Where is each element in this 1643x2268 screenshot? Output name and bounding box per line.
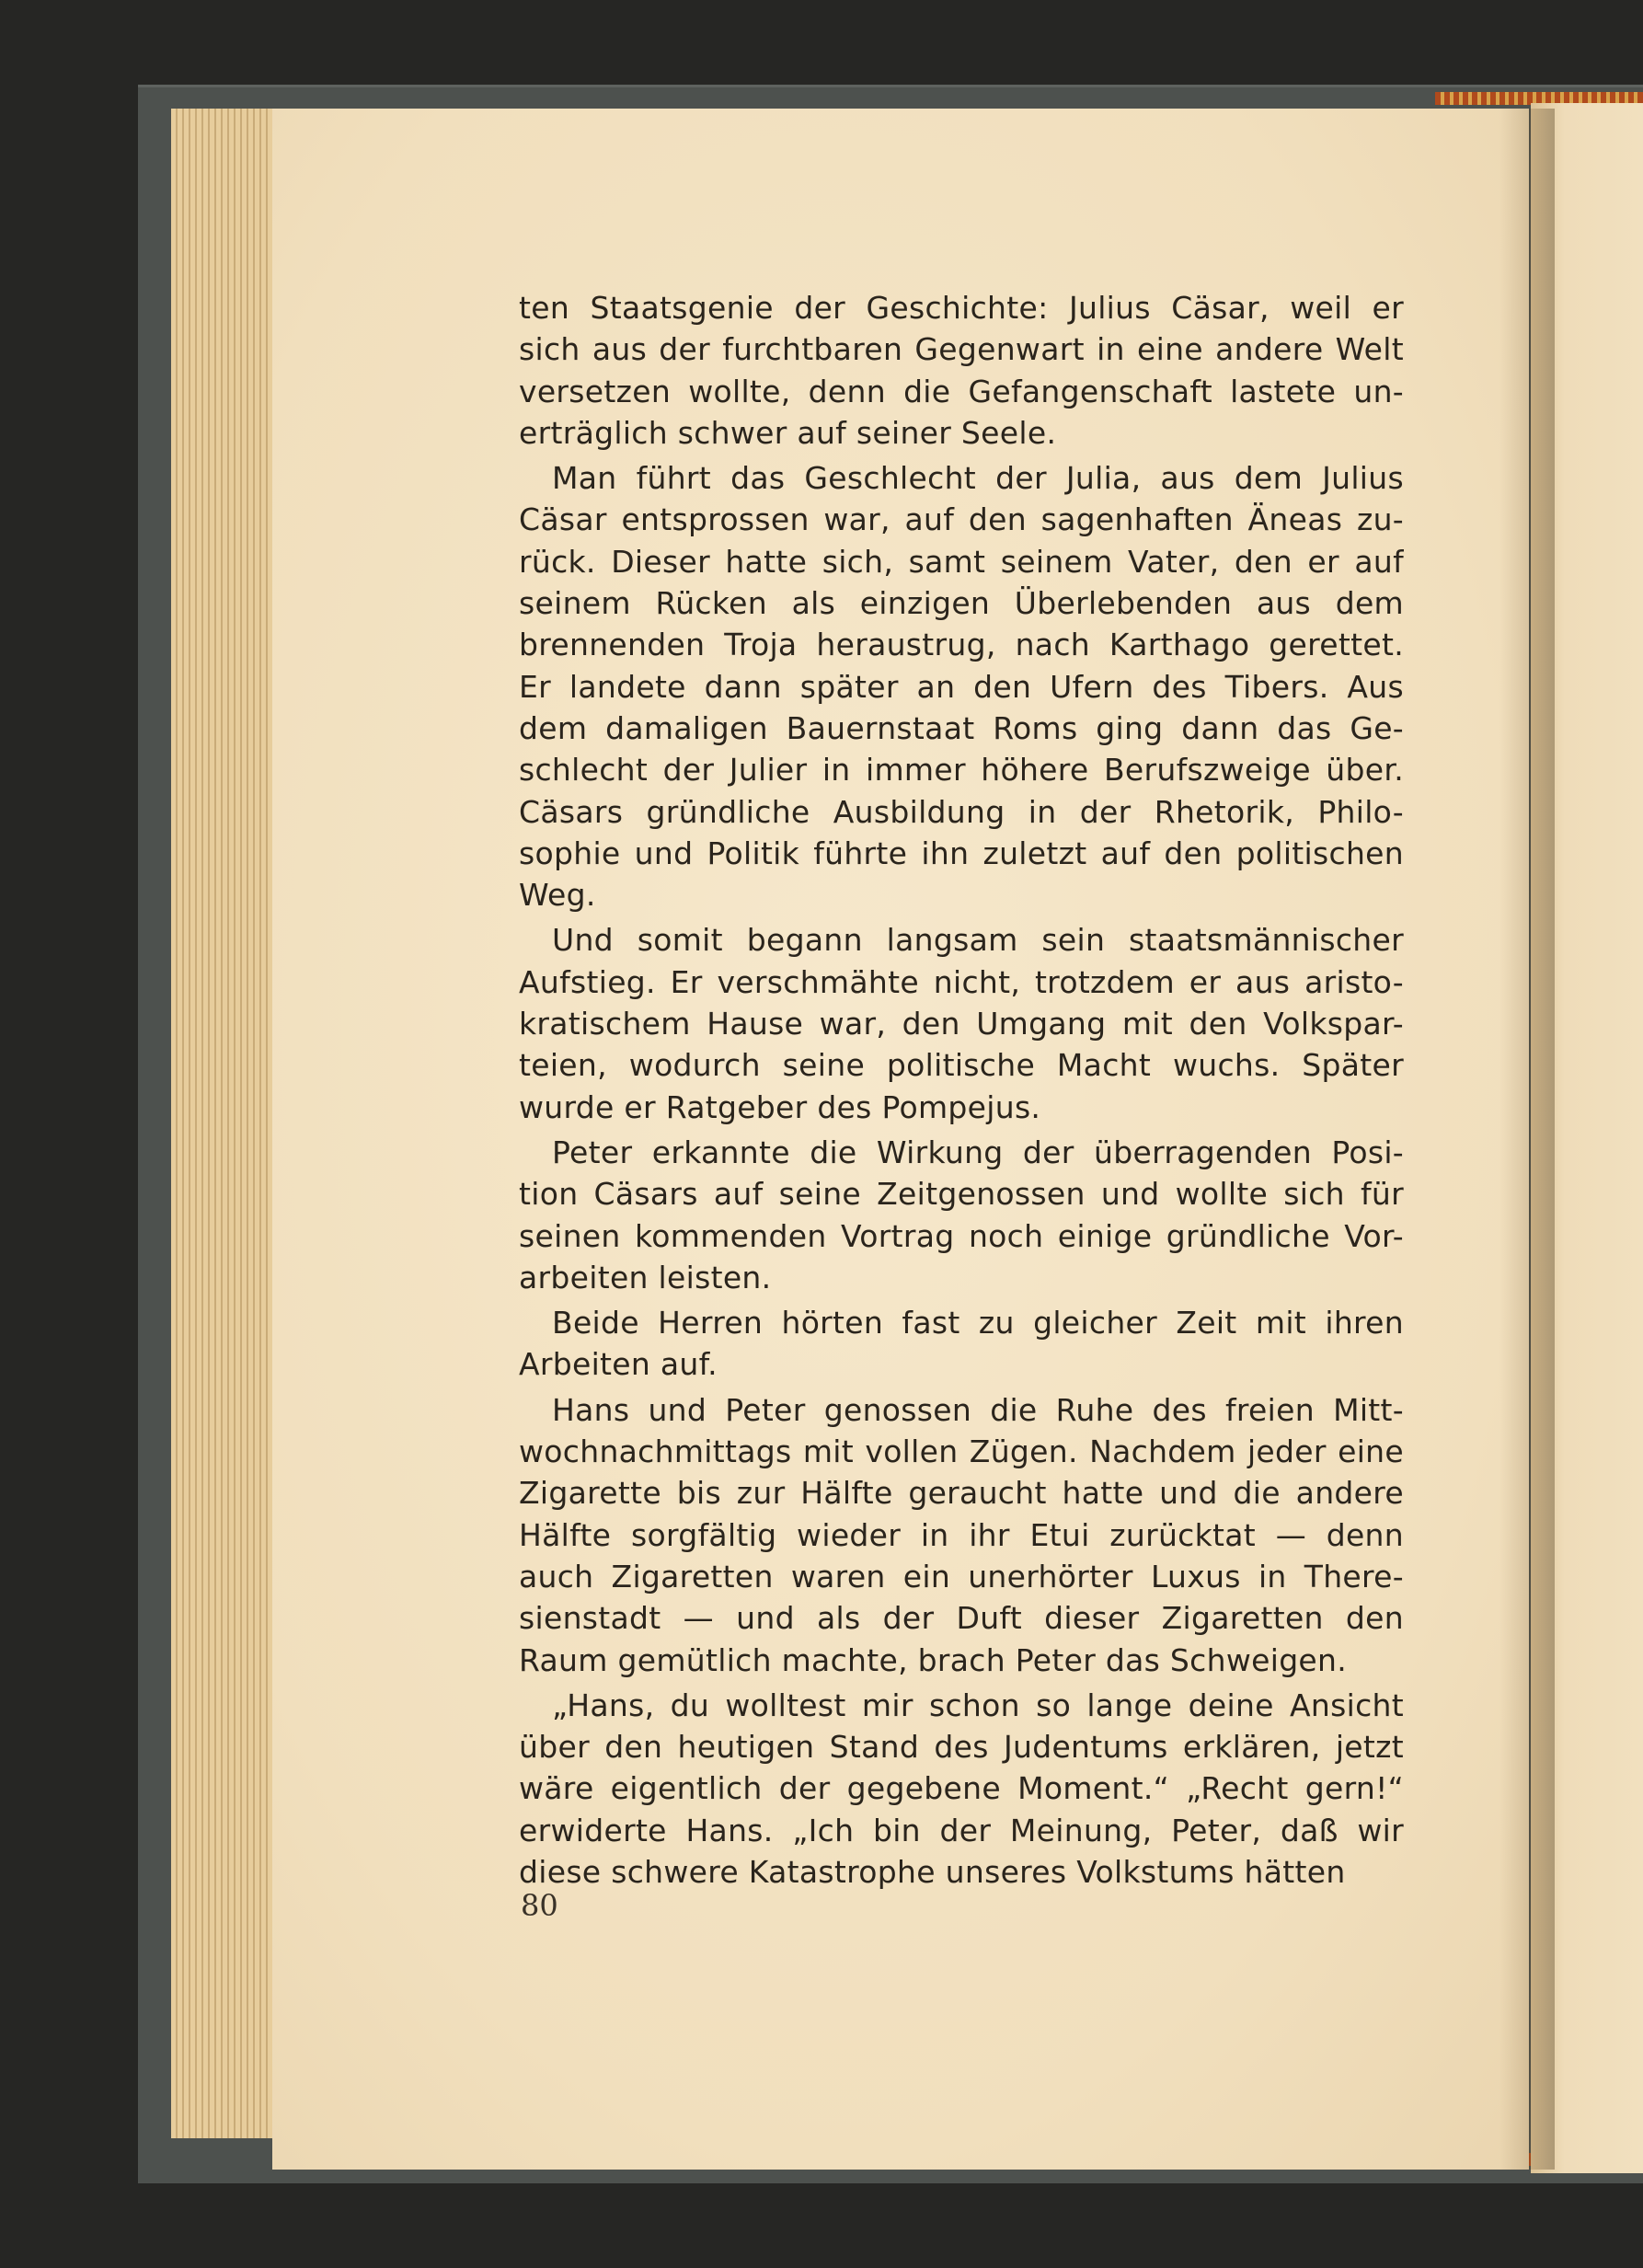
text-line: tion Cäsars auf seine Zeitgenossen und wollte sich für [519, 1176, 1404, 1213]
text-line: wochnachmittags mit vollen Zügen. Nachdem jeder eine [519, 1433, 1404, 1470]
paragraph [519, 287, 1404, 454]
text-line: erwiderte Hans. „Ich bin der Meinung, Peter, daß wir [519, 1812, 1404, 1848]
text-line: seinem Rücken als einzigen Überlebenden aus dem [519, 585, 1404, 622]
page-text [519, 287, 1404, 1896]
text-line: ten Staatsgenie der Geschichte: Julius Cäsar, weil er [519, 290, 1404, 326]
text-line: wäre eigentlich der gegebene Moment.“ „Recht gern!“ [519, 1770, 1404, 1807]
text-line: Raum gemütlich machte, brach Peter das Schweigen. [519, 1641, 1348, 1678]
page-gutter-shadow [1499, 109, 1555, 2170]
text-line: Und somit begann langsam sein staatsmännischer [552, 922, 1404, 959]
paragraph [519, 1132, 1404, 1298]
text-line: Zigarette bis zur Hälfte geraucht hatte und die andere [519, 1475, 1404, 1512]
text-line: wurde er Ratgeber des Pompejus. [519, 1088, 1041, 1125]
text-line: brennenden Troja heraustrug, nach Karthago gerettet. [519, 627, 1404, 663]
page-number: 80 [521, 1888, 558, 1923]
text-line: sophie und Politik führte ihn zuletzt auf den politischen [519, 835, 1404, 871]
text-line: Hälfte sorgfältig wieder in ihr Etui zurücktat — denn [519, 1516, 1404, 1553]
text-line: erträglich schwer auf seiner Seele. [519, 414, 1057, 451]
text-line: auch Zigaretten waren ein unerhörter Luxus in There- [519, 1558, 1404, 1595]
paragraph [519, 457, 1404, 915]
text-line: Hans und Peter genossen die Ruhe des freien Mitt- [552, 1391, 1404, 1428]
text-line: rück. Dieser hatte sich, samt seinem Vater, den er auf [519, 543, 1404, 580]
text-line: teien, wodurch seine politische Macht wuchs. Später [519, 1047, 1404, 1084]
text-line: Cäsar entsprossen war, auf den sagenhaften Äneas zu- [519, 501, 1404, 538]
paragraph [519, 1685, 1404, 1893]
text-line: Cäsars gründliche Ausbildung in der Rhetorik, Philo- [519, 793, 1404, 830]
text-line: „Hans, du wolltest mir schon so lange deine Ansicht [552, 1687, 1404, 1723]
text-line: Aufstieg. Er verschmähte nicht, trotzdem er aus aristo- [519, 963, 1404, 1000]
text-line: versetzen wollte, denn die Gefangenschaft lastete un- [519, 373, 1404, 409]
paragraph [519, 919, 1404, 1127]
text-line: kratischem Hause war, den Umgang mit den Volkspar- [519, 1006, 1404, 1042]
text-line: Arbeiten auf. [519, 1346, 718, 1383]
text-line: dem damaligen Bauernstaat Roms ging dann das Ge- [519, 709, 1404, 746]
text-line: Beide Herren hörten fast zu gleicher Zeit mit ihren [552, 1305, 1404, 1341]
text-line: seinen kommenden Vortrag noch einige gründliche Vor- [519, 1217, 1404, 1254]
text-line: arbeiten leisten. [519, 1259, 772, 1295]
paragraph [519, 1389, 1404, 1681]
text-line: Man führt das Geschlecht der Julia, aus dem Julius [552, 460, 1404, 497]
paragraph [519, 1302, 1404, 1386]
text-line: diese schwere Katastrophe unseres Volkstums hätten [519, 1853, 1346, 1890]
text-line: Weg. [519, 877, 596, 914]
text-line: über den heutigen Stand des Judentums erklären, jetzt [519, 1729, 1404, 1766]
page-edges [171, 109, 272, 2138]
text-line: sienstadt — und als der Duft dieser Zigaretten den [519, 1600, 1404, 1637]
text-line: Er landete dann später an den Ufern des Tibers. Aus [519, 668, 1404, 705]
text-line: schlecht der Julier in immer höhere Berufszweige über. [519, 752, 1404, 789]
text-line: sich aus der furchtbaren Gegenwart in eine andere Welt [519, 331, 1404, 368]
text-line: Peter erkannte die Wirkung der überragenden Posi- [552, 1134, 1404, 1170]
